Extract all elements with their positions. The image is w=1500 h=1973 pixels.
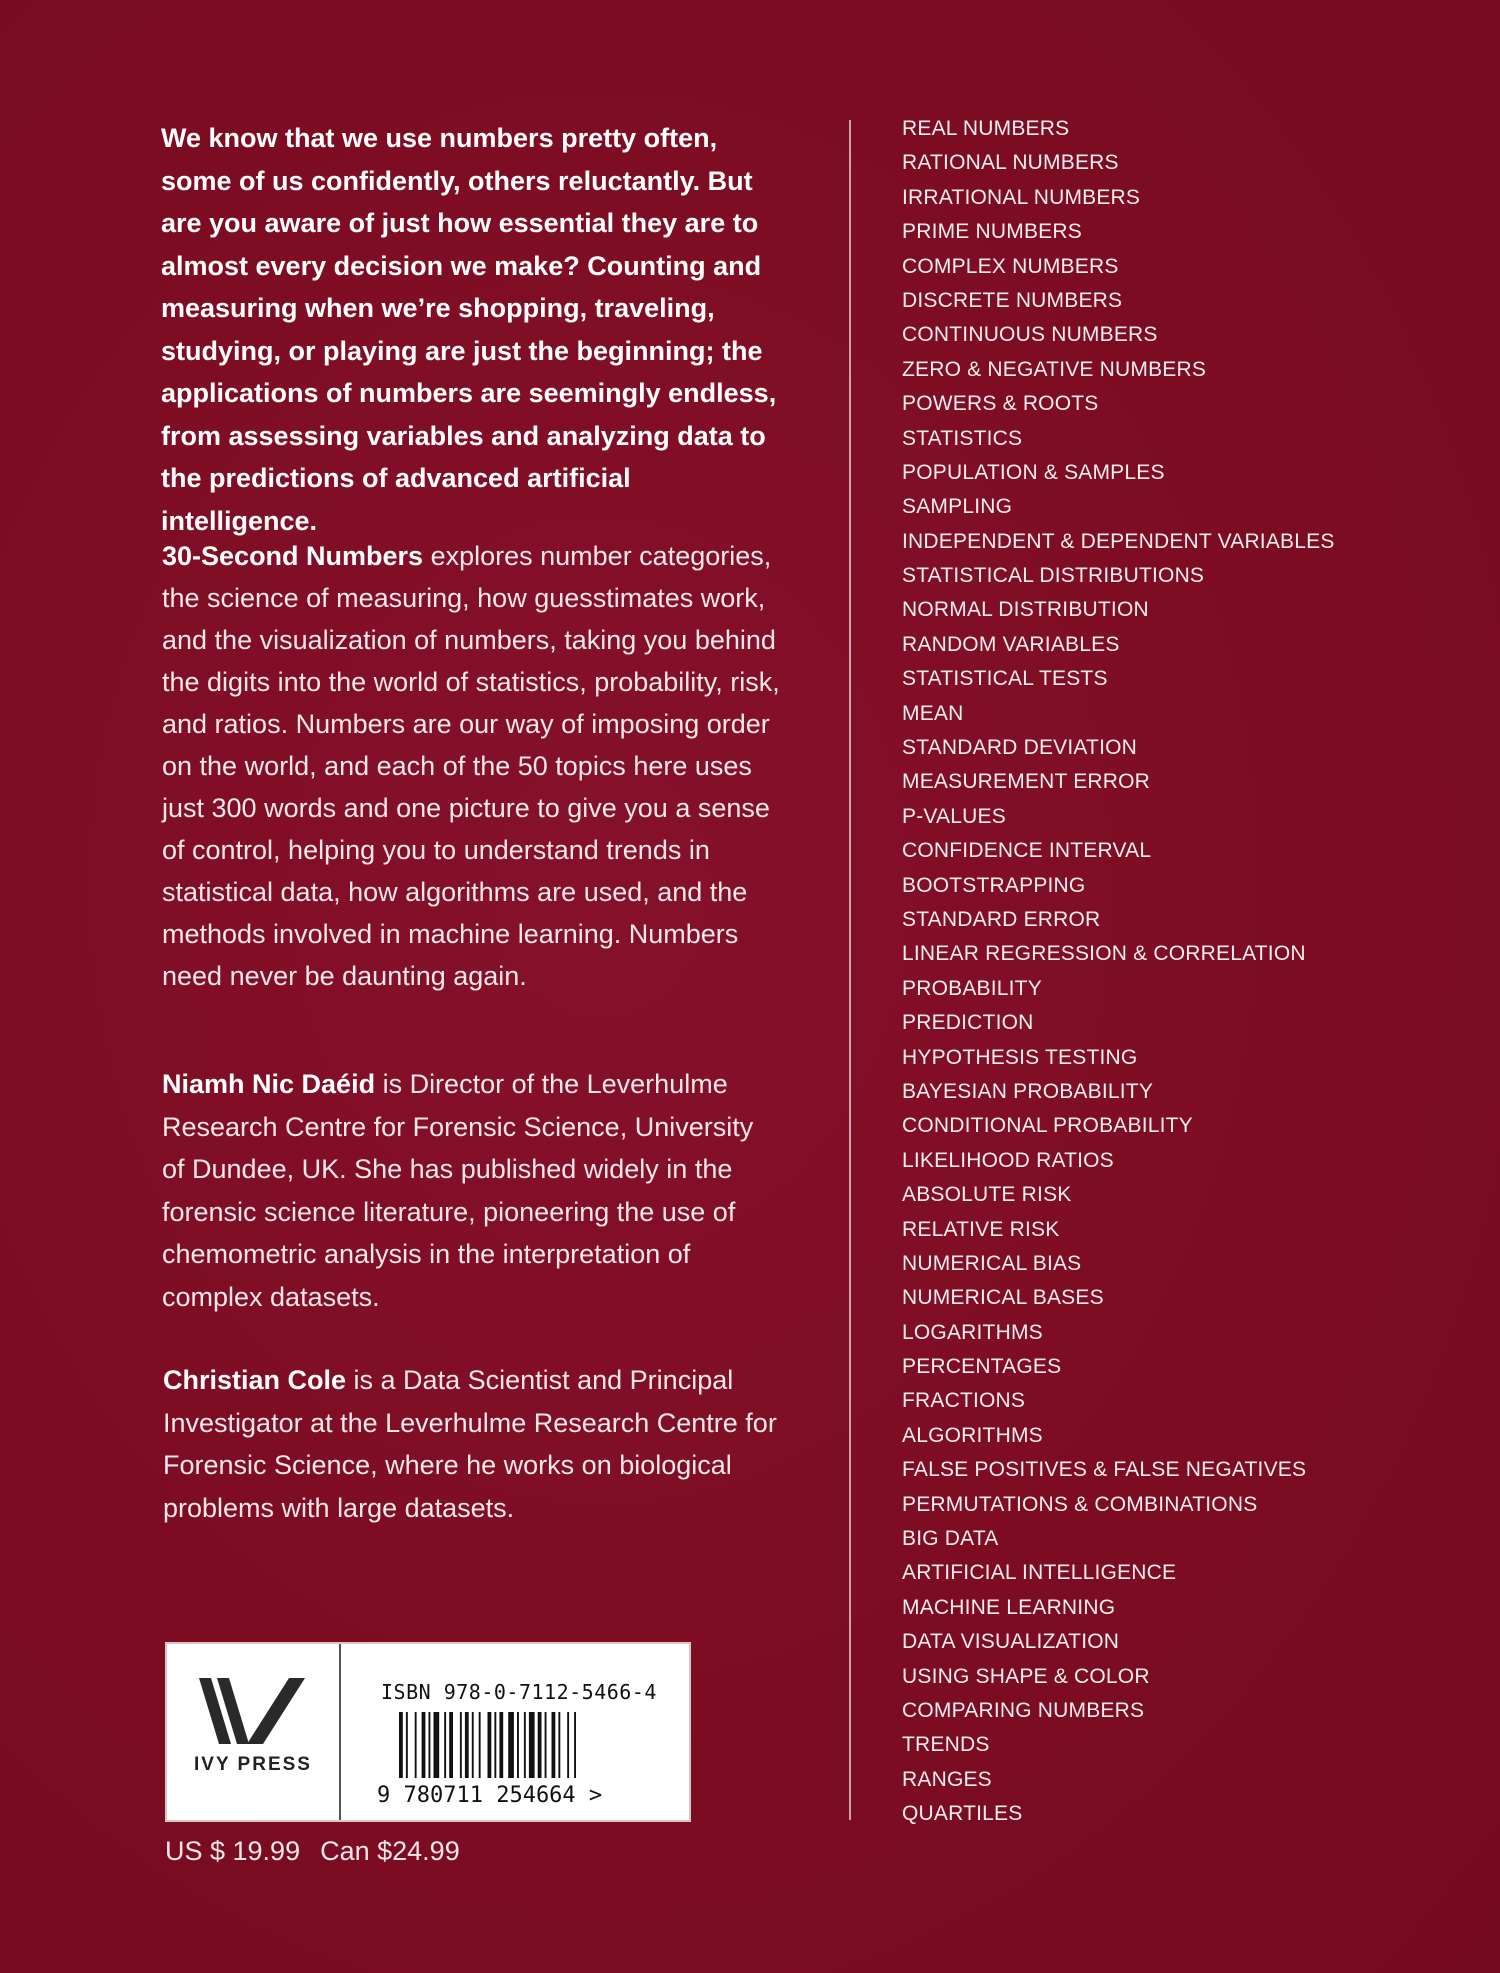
barcode-bar [508, 1712, 514, 1778]
price-us: US $ 19.99 [165, 1836, 301, 1866]
topic-item: MEAN [902, 701, 964, 725]
barcode-bar [538, 1712, 542, 1778]
barcode-bar [472, 1712, 474, 1778]
topic-item: USING SHAPE & COLOR [902, 1664, 1150, 1688]
column-divider [849, 120, 851, 1820]
price-can: Can $24.99 [320, 1836, 460, 1866]
barcode-bar [406, 1712, 408, 1778]
barcode-bar [499, 1712, 503, 1778]
topic-item: REAL NUMBERS [902, 117, 1070, 140]
topic-item: HYPOTHESIS TESTING [902, 1045, 1138, 1069]
barcode-bar [524, 1712, 526, 1778]
book-title: 30-Second Numbers [162, 541, 424, 571]
topic-item: PREDICTION [902, 1011, 1034, 1035]
topic-item: COMPLEX NUMBERS [902, 254, 1119, 278]
topic-item: NUMERICAL BIAS [902, 1251, 1082, 1275]
author-bio-text-2: is a Data Scientist and Principal Investigator at the Leverhulme Research Centre for Forensic Science, where he works on biological problems with large datasets. [163, 1365, 777, 1523]
topic-item: ARTIFICIAL INTELLIGENCE [902, 1561, 1177, 1585]
barcode-bar [545, 1712, 547, 1778]
author-name-2: Christian Cole [163, 1365, 347, 1395]
isbn-label: ISBN 978-0-7112-5466-4 [381, 1680, 657, 1704]
topic-item: PROBABILITY [902, 976, 1042, 1000]
barcode-bar [422, 1712, 426, 1778]
barcode-bar [434, 1712, 440, 1778]
topic-item: STATISTICAL TESTS [902, 667, 1108, 691]
author-name-1: Niamh Nic Daéid [162, 1069, 376, 1099]
ivy-press-logo-icon [197, 1678, 309, 1744]
topic-item: RANGES [902, 1767, 992, 1791]
barcode-bar [444, 1712, 446, 1778]
barcode [377, 1708, 667, 1808]
topic-item: ABSOLUTE RISK [902, 1183, 1072, 1207]
barcode-bar [399, 1712, 403, 1778]
barcode-digits: 9 780711 254664 > [377, 1783, 603, 1808]
topic-item: ZERO & NEGATIVE NUMBERS [902, 357, 1207, 381]
author-bio-1 [162, 1063, 782, 1318]
topic-item: STANDARD ERROR [902, 907, 1101, 931]
topic-item: RATIONAL NUMBERS [902, 151, 1119, 175]
topic-item: LIKELIHOOD RATIOS [902, 1148, 1114, 1172]
topic-item: FRACTIONS [902, 1389, 1026, 1413]
topic-item: NORMAL DISTRIBUTION [902, 598, 1149, 622]
author-bio-text-1: is Director of the Leverhulme Research Centre for Forensic Science, University of Dundee, UK. She has published widely in the forensic science literature, pioneering the use of chemometric analysis in the interpretation of complex datasets. [162, 1069, 754, 1312]
topic-list [902, 112, 1335, 1832]
topic-item: DATA VISUALIZATION [902, 1630, 1120, 1654]
topic-item: CONTINUOUS NUMBERS [902, 323, 1158, 347]
topic-item: PERMUTATIONS & COMBINATIONS [902, 1492, 1258, 1516]
publisher-name: IVY PRESS [194, 1754, 312, 1775]
topic-item: RANDOM VARIABLES [902, 632, 1120, 656]
topic-item: TRENDS [902, 1733, 990, 1757]
barcode-bar [517, 1712, 519, 1778]
topic-item: SAMPLING [902, 495, 1013, 519]
barcode-bar [552, 1712, 556, 1778]
topic-item: POWERS & ROOTS [902, 392, 1099, 416]
publisher-logo [167, 1644, 341, 1820]
topic-item: POPULATION & SAMPLES [902, 460, 1165, 484]
barcode-bar [558, 1712, 560, 1778]
barcode-bar [449, 1712, 453, 1778]
topic-item: MACHINE LEARNING [902, 1595, 1116, 1619]
barcode-bar [494, 1712, 496, 1778]
topic-item: ALGORITHMS [902, 1423, 1043, 1447]
topic-item: QUARTILES [902, 1802, 1023, 1826]
price-line [165, 1836, 480, 1867]
barcode-bar [429, 1712, 431, 1778]
topic-item: BAYESIAN PROBABILITY [902, 1079, 1154, 1103]
topic-item: NUMERICAL BASES [902, 1286, 1104, 1310]
barcode-bar [479, 1712, 481, 1778]
topic-item: LINEAR REGRESSION & CORRELATION [902, 942, 1306, 966]
topic-item: STATISTICAL DISTRIBUTIONS [902, 564, 1205, 588]
topic-item: MEASUREMENT ERROR [902, 770, 1151, 794]
topic-item: PRIME NUMBERS [902, 220, 1082, 244]
description-paragraph [162, 535, 782, 997]
topic-item: PERCENTAGES [902, 1355, 1062, 1379]
topic-item: IRRATIONAL NUMBERS [902, 185, 1141, 209]
barcode-bar [460, 1712, 462, 1778]
topic-item: STANDARD DEVIATION [902, 736, 1138, 760]
topic-item: COMPARING NUMBERS [902, 1698, 1145, 1722]
barcode-bar [488, 1712, 492, 1778]
topic-item: STATISTICS [902, 426, 1023, 450]
topic-item: CONDITIONAL PROBABILITY [902, 1114, 1193, 1138]
barcode-bar [465, 1712, 469, 1778]
topic-item: RELATIVE RISK [902, 1217, 1060, 1241]
barcode-bar [574, 1712, 576, 1778]
author-bio-2 [163, 1359, 783, 1529]
description-text: explores number categories, the science of measuring, how guesstimates work, and the visualization of numbers, taking you behind the digits into the world of statistics, probability, risk, and ratios. Numbers are our way of imposing order on the world, and each of the 50 topics here uses just 300 words and one picture to give you a sense of control, helping you to understand trends in statistical data, how algorithms are used, and the methods involved in machine learning. Numbers need never be daunting again. [162, 541, 780, 991]
isbn-block [341, 1644, 689, 1820]
blurb-paragraph: We know that we use numbers pretty often, some of us confidently, others reluctantly. But are you aware of just how essential they are to almost every decision we make? Counting and measuring when we’re shopping, traveling, studying, or playing are just the beginning; the applications of numbers are seemingly endless, from assessing variables and analyzing data to the predictions of advanced artificial intelligence. [161, 123, 777, 536]
topic-item: FALSE POSITIVES & FALSE NEGATIVES [902, 1458, 1307, 1482]
topic-item: LOGARITHMS [902, 1320, 1043, 1344]
topic-item: DISCRETE NUMBERS [902, 288, 1123, 312]
barcode-bar [567, 1712, 569, 1778]
barcode-bar [529, 1712, 535, 1778]
topic-item: BOOTSTRAPPING [902, 873, 1086, 897]
topic-item: INDEPENDENT & DEPENDENT VARIABLES [902, 529, 1335, 553]
topic-item: CONFIDENCE INTERVAL [902, 839, 1152, 863]
barcode-bar [415, 1712, 417, 1778]
topic-item: P-VALUES [902, 804, 1006, 828]
topic-item: BIG DATA [902, 1527, 999, 1551]
barcode-panel [165, 1642, 691, 1822]
